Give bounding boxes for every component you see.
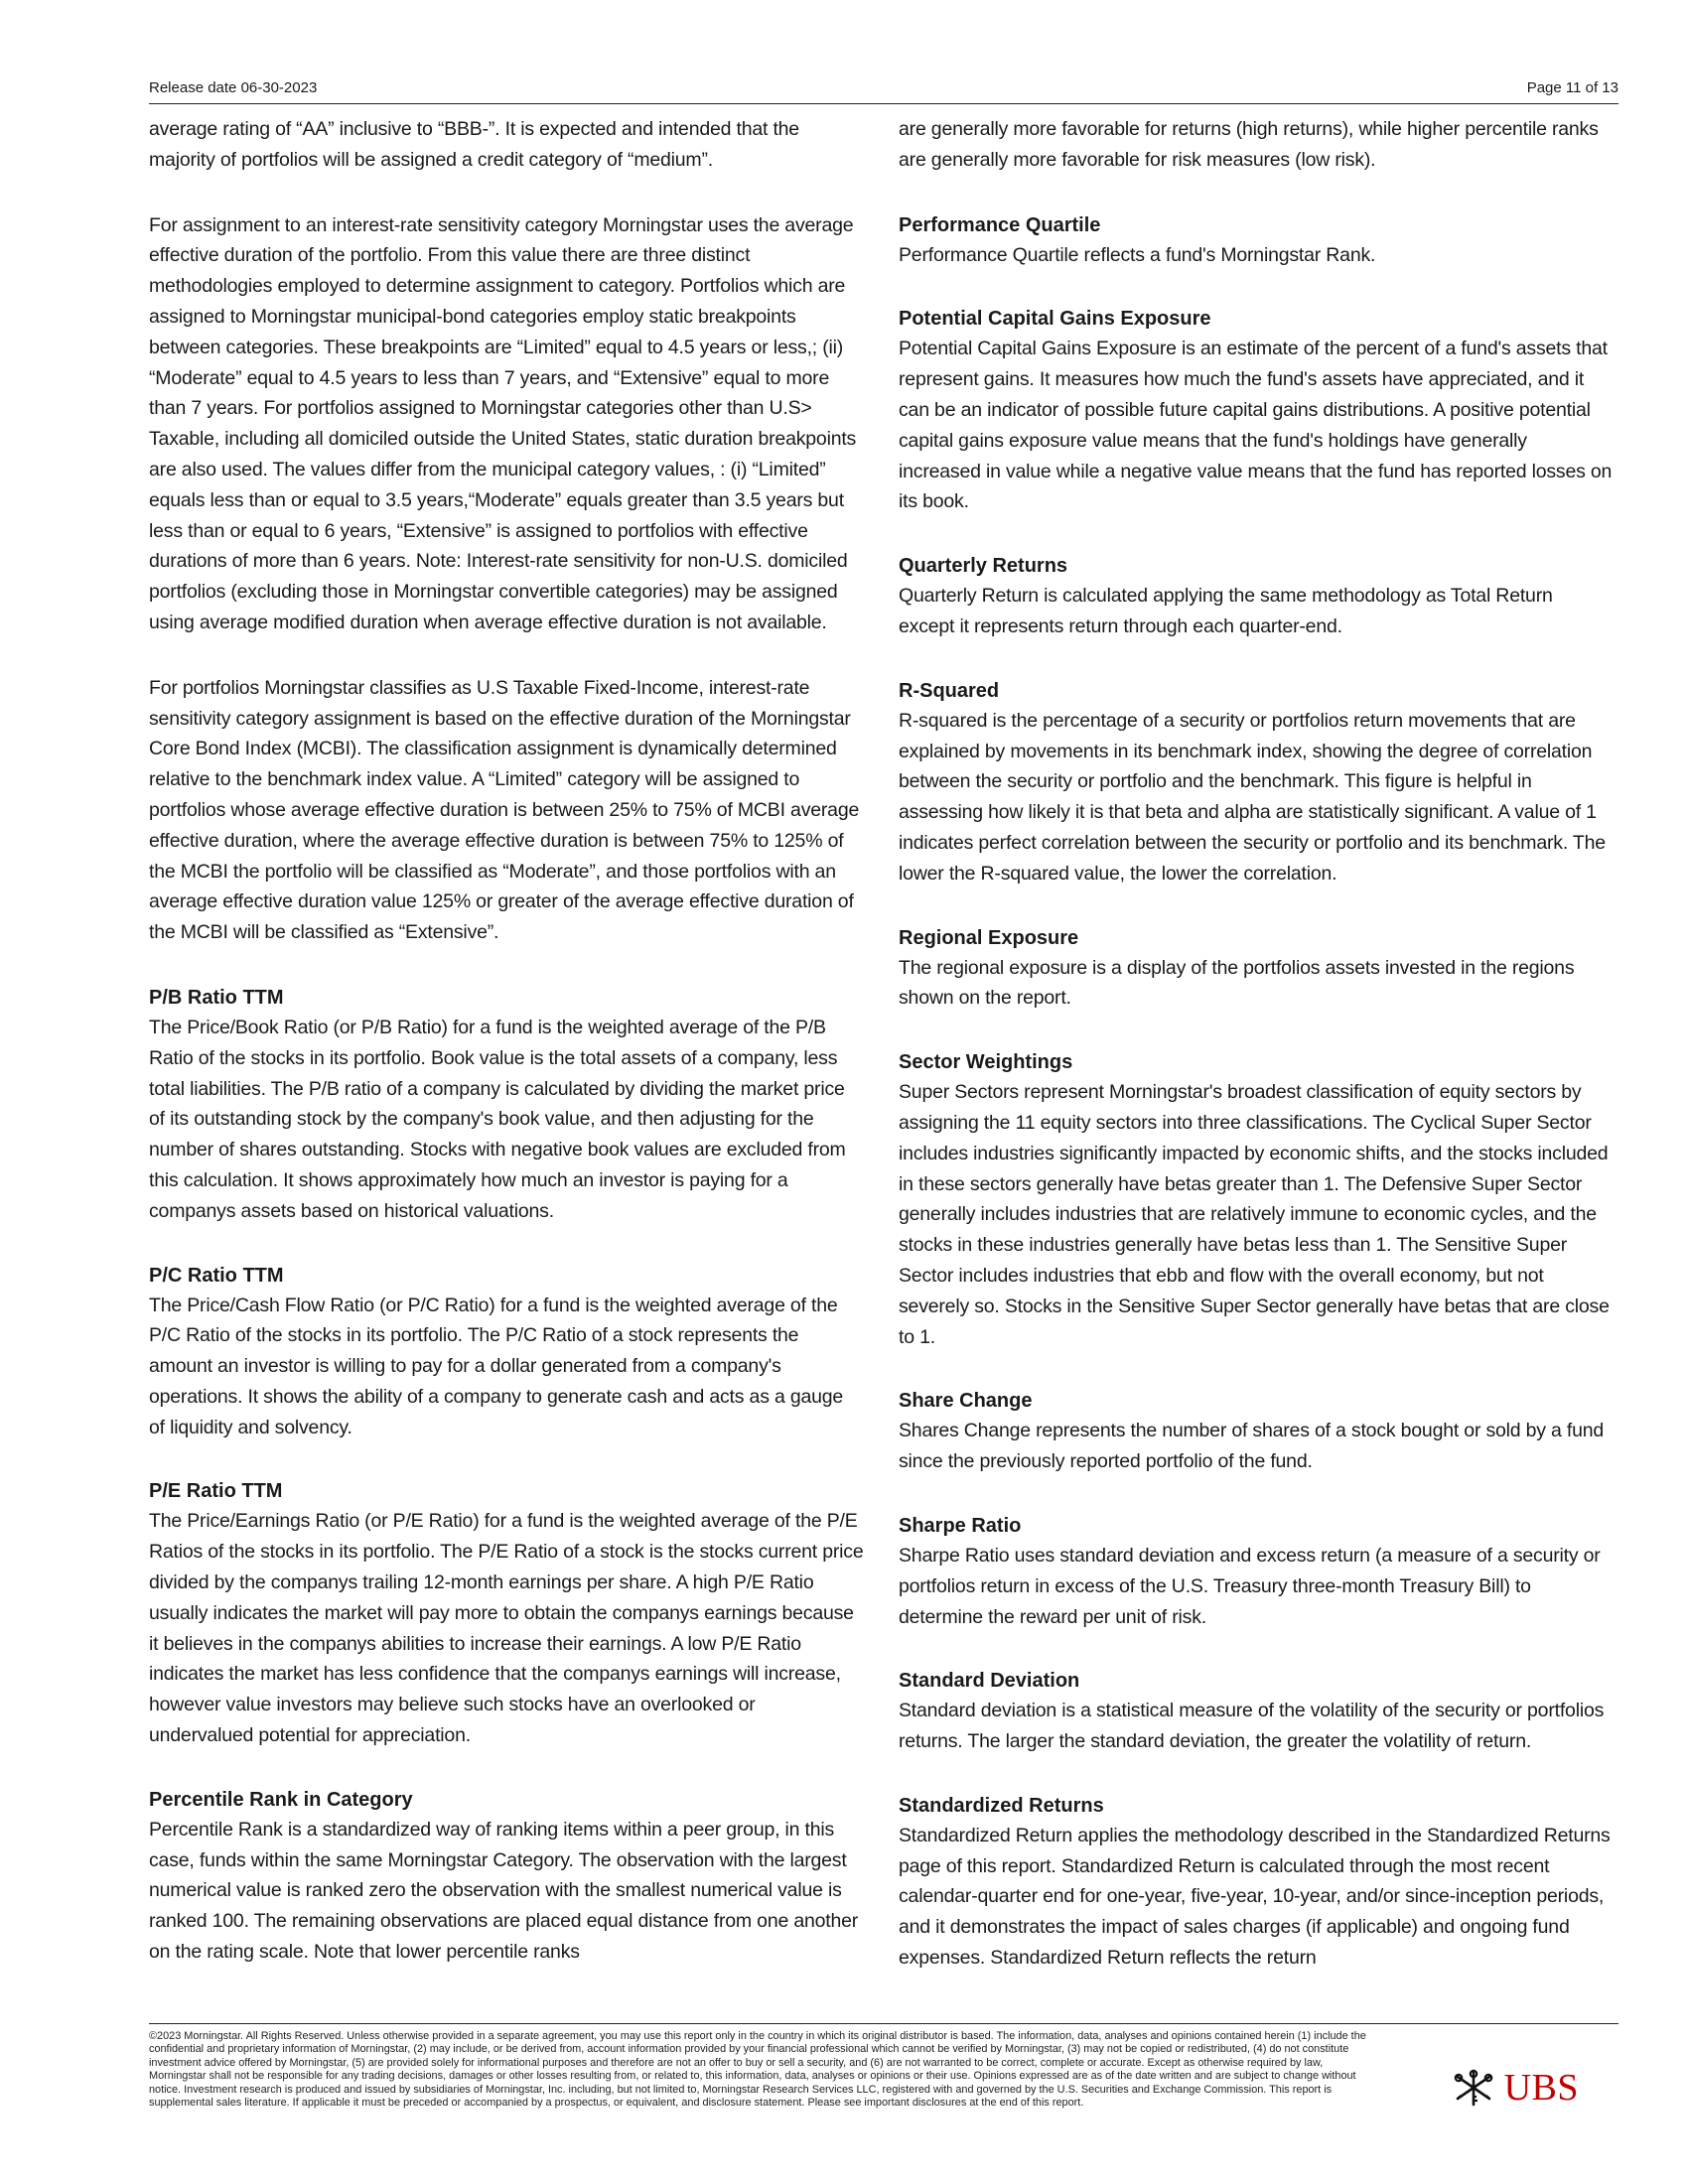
- section-body: R-squared is the percentage of a security or portfolios return movements that are explained by movements in its benchmark index, showing the degree of correlation between the security or portfolio and the benchmark. This figure is helpful in assessing how likely it is that beta and alpha are statistically significant. A value of 1 indicates perfect correlation between the security or portfolio and its benchmark. The lower the R-squared value, the lower the correlation.: [899, 709, 1606, 885]
- section-pc-ratio: [149, 1261, 864, 1443]
- section-body: Sharpe Ratio uses standard deviation and excess return (a measure of a security or portfolios return in excess of the U.S. Treasury three-month Treasury Bill) to determine the reward per unit of risk.: [899, 1544, 1601, 1628]
- paragraph: For assignment to an interest-rate sensitivity category Morningstar uses the average effective duration of the portfolio. From this value there are three distinct methodologies employed to determine assignment to category. Portfolios which are assigned to Morningstar municipal-bond categories employ static breakpoints between categories. These breakpoints are “Limited” equal to 4.5 years or less,; (ii) “Moderate” equal to 4.5 years to less than 7 years, and “Extensive” equal to more than 7 years. For portfolios assigned to Morningstar categories other than U.S> Taxable, including all domiciled outside the United States, static duration breakpoints are also used. The values differ from the municipal category values, : (i) “Limited” equals less than or equal to 3.5 years,“Moderate” equals greater than 3.5 years but less than or equal to 6 years, “Extensive” is assigned to portfolios with effective durations of more than 6 years. Note: Interest-rate sensitivity for non-U.S. domiciled portfolios (excluding those in Morningstar convertible categories) may be assigned using average modified duration when average effective duration is not available.: [149, 213, 857, 633]
- disclaimer-text: ©2023 Morningstar. All Rights Reserved. Unless otherwise provided in a separate agreement, you may use this report only in the country in which its original distributor is based. The information, data, analyses and opinions contained herein (1) include the confidential and proprietary information of Morningstar, (2) may include, or be derived from, account information provided by your financial professional which cannot be verified by Morningstar, (3) may not be copied or redistributed, (4) do not constitute investment advice offered by Morningstar, (5) are provided solely for informational purposes and therefore are not an offer to buy or sell a security, and (6) are not warranted to be correct, complete or accurate. Except as otherwise required by law, Morningstar shall not be responsible for any trading decisions, damages or other losses resulting from, or related to, this information, data, analyses or opinions or their use. Opinions expressed are as of the date written and are subject to change without notice. Investment research is produced and issued by subsidiaries of Morningstar, Inc. including, but not limited to, Morningstar Research Services LLC, registered with and governed by the U.S. Securities and Exchange Commission. This report is supplemental sales literature. If applicable it must be preceded or accompanied by a prospectus, or equivalent, and disclosure statement. Please see important disclosures at the end of this report.: [149, 2030, 1366, 2110]
- section-sector-weightings: [899, 1047, 1614, 1352]
- section-body: Quarterly Return is calculated applying the same methodology as Total Return except it represents return through each quarter-end.: [899, 585, 1553, 637]
- section-body: Standard deviation is a statistical measure of the volatility of the security or portfolios returns. The larger the standard deviation, the greater the volatility of return.: [899, 1700, 1605, 1753]
- section-regional-exposure: [899, 923, 1614, 1015]
- section-heading: Standardized Returns: [899, 1794, 1104, 1817]
- page-footer: [149, 2023, 1618, 2153]
- page-header: [149, 79, 1618, 104]
- section-body: The regional exposure is a display of the portfolios assets invested in the regions shown on the report.: [899, 956, 1575, 1010]
- section-heading: Share Change: [899, 1390, 1033, 1413]
- section-body: Shares Change represents the number of shares of a stock bought or sold by a fund since the previously reported portfolio of the fund.: [899, 1420, 1605, 1473]
- section-standard-deviation: [899, 1666, 1614, 1757]
- section-heading: Percentile Rank in Category: [149, 1788, 413, 1811]
- section-body: Percentile Rank is a standardized way of ranking items within a peer group, in this case, funds within the same Morningstar Category. The observation with the largest numerical value is ranked zero the observation with the smallest numerical value is ranked 100. The remaining observations are placed equal distance from one another on the rating scale. Note that lower percentile ranks: [149, 1818, 859, 1964]
- section-percentile-rank: [149, 1785, 864, 1968]
- left-column: [149, 114, 864, 2020]
- section-body: Standardized Return applies the methodology described in the Standardized Returns page of this report. Standardized Return is calculated through the most recent calendar-quarter end for one-year, five-year, 10-year, and/or since-inception periods, and it demonstrates the impact of sales charges (if applicable) and ongoing fund expenses. Standardized Return reflects the return: [899, 1824, 1611, 1970]
- section-heading: P/B Ratio TTM: [149, 986, 284, 1009]
- section-body: Performance Quartile reflects a fund's Morningstar Rank.: [899, 243, 1376, 266]
- page-number: Page 11 of 13: [1526, 79, 1618, 96]
- section-body: Super Sectors represent Morningstar's broadest classification of equity sectors by assigning the 11 equity sectors into three classifications. The Cyclical Super Sector includes industries significantly impacted by economic shifts, and the stocks included in these sectors generally have betas greater than 1. The Defensive Super Sector generally includes industries that are relatively immune to economic cycles, and the stocks in these industries generally have betas less than 1. The Sensitive Super Sector includes industries that ebb and flow with the overall economy, but not severely so. Stocks in the Sensitive Super Sector generally have betas that are close to 1.: [899, 1081, 1610, 1348]
- section-heading: Performance Quartile: [899, 213, 1101, 236]
- section-heading: Standard Deviation: [899, 1670, 1080, 1693]
- section-sharpe-ratio: [899, 1511, 1614, 1632]
- section-share-change: [899, 1386, 1614, 1477]
- section-heading: P/E Ratio TTM: [149, 1480, 283, 1503]
- section-capital-gains: [899, 304, 1614, 517]
- section-r-squared: [899, 676, 1614, 889]
- section-heading: Quarterly Returns: [899, 555, 1068, 578]
- section-heading: R-Squared: [899, 679, 1000, 702]
- section-heading: Potential Capital Gains Exposure: [899, 308, 1211, 331]
- section-heading: Regional Exposure: [899, 926, 1079, 949]
- section-pb-ratio: [149, 983, 864, 1227]
- section-body: The Price/Earnings Ratio (or P/E Ratio) for a fund is the weighted average of the P/E Ratios of the stocks in its portfolio. The P/E Ratio of a stock is the stocks current price divided by the companys trailing 12-month earnings per share. A high P/E Ratio usually indicates the market will pay more to obtain the companys earnings because it believes in the companys abilities to increase their earnings. A low P/E Ratio indicates the market has less confidence that the companys earnings will increase, however value investors may believe such stocks have an overlooked or undervalued potential for appreciation.: [149, 1510, 864, 1747]
- release-date: Release date 06-30-2023: [149, 79, 318, 96]
- ubs-wordmark: UBS: [1503, 2067, 1579, 2109]
- right-column: [899, 114, 1614, 2020]
- section-heading: P/C Ratio TTM: [149, 1264, 284, 1287]
- paragraph: are generally more favorable for returns (high returns), while higher percentile ranks are generally more favorable for risk measures (low risk).: [899, 118, 1599, 171]
- paragraph: average rating of “AA” inclusive to “BBB-”. It is expected and intended that the majority of portfolios will be assigned a credit category of “medium”.: [149, 118, 799, 171]
- section-performance-quartile: [899, 210, 1614, 271]
- paragraph: For portfolios Morningstar classifies as U.S Taxable Fixed-Income, interest-rate sensitivity category assignment is based on the effective duration of the Morningstar Core Bond Index (MCBI). The classification assignment is dynamically determined relative to the benchmark index value. A “Limited” category will be assigned to portfolios whose average effective duration is between 25% to 75% of MCBI average effective duration, where the average effective duration is between 75% to 125% of the MCBI the portfolio will be classified as “Moderate”, and those portfolios with an average effective duration value 125% or greater of the average effective duration of the MCBI will be classified as “Extensive”.: [149, 676, 860, 944]
- section-quarterly-returns: [899, 551, 1614, 642]
- section-standardized-returns: [899, 1791, 1614, 1974]
- ubs-keys-icon: [1451, 2068, 1496, 2108]
- section-body: The Price/Cash Flow Ratio (or P/C Ratio) for a fund is the weighted average of the P/C Ratio of the stocks in its portfolio. The P/C Ratio of a stock represents the amount an investor is willing to pay for a dollar generated from a company's operations. It shows the ability of a company to generate cash and acts as a gauge of liquidity and solvency.: [149, 1294, 844, 1438]
- section-heading: Sector Weightings: [899, 1051, 1073, 1074]
- section-body: The Price/Book Ratio (or P/B Ratio) for a fund is the weighted average of the P/B Ratio of the stocks in its portfolio. Book value is the total assets of a company, less total liabilities. The P/B ratio of a company is calculated by dividing the market price of its outstanding stock by the company's book value, and then adjusting for the number of shares outstanding. Stocks with negative book values are excluded from this calculation. It shows approximately how much an investor is paying for a companys assets based on historical valuations.: [149, 1016, 846, 1222]
- section-pe-ratio: [149, 1476, 864, 1750]
- section-body: Potential Capital Gains Exposure is an estimate of the percent of a fund's assets that represent gains. It measures how much the fund's assets have appreciated, and it can be an indicator of possible future capital gains distributions. A positive potential capital gains exposure value means that the fund's holdings have generally increased in value while a negative value means that the fund has reported losses on its book.: [899, 338, 1613, 513]
- ubs-logo: [1451, 2066, 1579, 2110]
- section-heading: Sharpe Ratio: [899, 1514, 1022, 1537]
